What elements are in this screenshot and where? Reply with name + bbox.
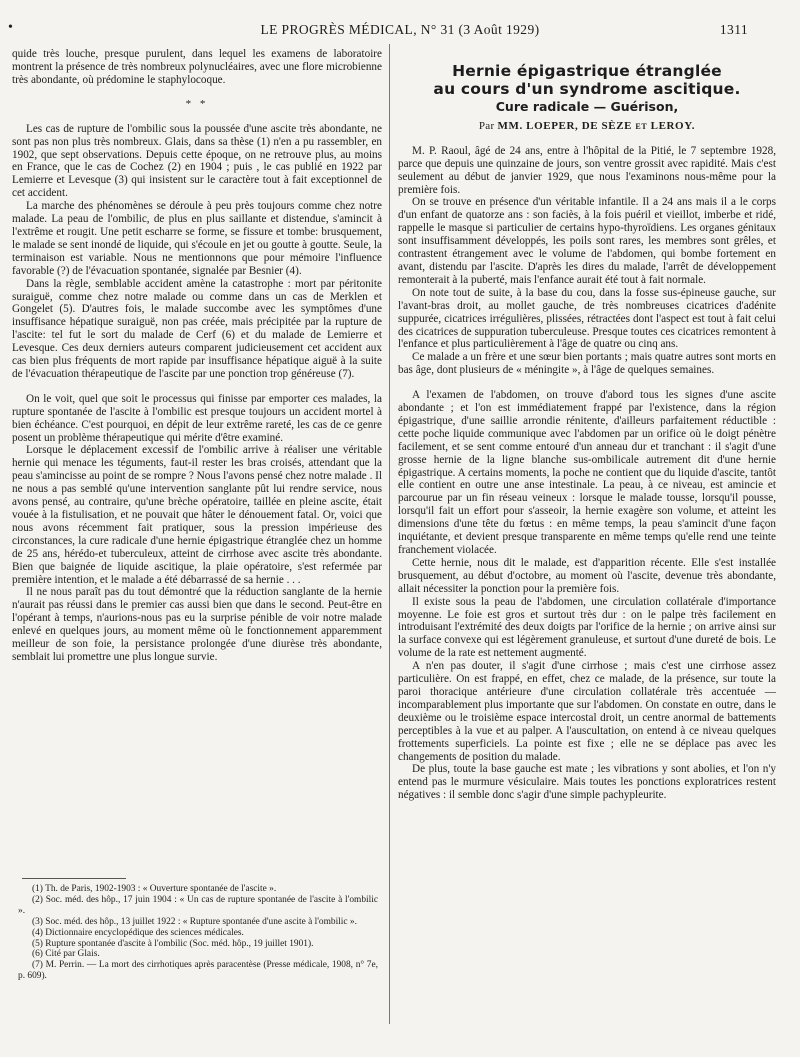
paragraph: A l'examen de l'abdomen, on trouve d'abord tous les signes d'une ascite abondante ; et l'on est immédiatement frappé par l'existence, dans la région épigastrique, d'une saillie arrondie rénitente, d'ailleurs parfaitement réductible : cette poche liquide communique avec l'abdomen par un orifice où le doigt pénètre facilement, et se sent comme entouré d'un anneau dur et tranchant : il s'agit d'une grosse hernie de la ligne blanche sus-ombilicale autrement dit d'une hernie épigastrique. A certains moments, la poche ne contient que du liquide d'ascite, tantôt elle contient en outre une anse intestinale. La peau, à ce niveau, est amincie et parcourue par un fin réseau veineux : lorsque le malade tousse, lorsqu'il pousse, lorsqu'il fait un effort pour s'asseoir, la hernie exagère son volume, et atteint les dimensions d'une tête du fœtus : en même temps, la peau s'amincit d'une façon inquiétante, et devient presque transparente en même temps qu'elle rend une teinte franchement violacée. [398, 389, 776, 556]
spacer [12, 381, 382, 393]
footnote: (7) M. Perrin. — La mort des cirrhotiques après paracentèse (Presse médicale, 1908, n° 7e, p. 609). [18, 960, 378, 982]
running-header [0, 20, 800, 42]
paragraph: quide très louche, presque purulent, dans lequel les examens de laboratoire montrent la présence de très nombreux polynucléaires, avec une flore microbienne très abondante, où prédomine le staphylocoque. [12, 48, 382, 86]
footnotes [18, 884, 378, 982]
footnote: (4) Dictionnaire encyclopédique des sciences médicales. [32, 927, 244, 938]
paragraph: M. P. Raoul, âgé de 24 ans, entre à l'hôpital de la Pitié, le 7 septembre 1928, parce que depuis une quinzaine de jours, son ventre grossit avec rapidité. Mais c'est seulement au début de janvier 1929, que nous l'examinons nous-même pour la première fois. [398, 144, 776, 196]
footnote: (6) Cité par Glais. [32, 949, 100, 960]
paragraph: Il ne nous paraît pas du tout démontré que la réduction sanglante de la hernie n'aurait pas réussi dans le premier cas aussi bien que dans le second. Peut-être en l'opérant à temps, n'aurions-nous pas eu la surprise pénible de voir notre malade enlevé en quelques jours, au moment même où le fonctionnement apparemment meilleur de son foie, la persistance prolongée d'une diurèse très abondante, semblait lui promettre une plus longue survie. [12, 586, 382, 663]
header-ornament: • [8, 20, 14, 35]
paragraph: On se trouve en présence d'un véritable infantile. Il a 24 ans mais il a le corps d'un enfant de quatorze ans : son faciès, à la fois puéril et vieillot, imberbe et ridé, rappelle le masque si particulier de certains hypo-thyroïdiens. Les organes génitaux sont insuffisamment développés, les poils sont rares, les membres sont grêles, et contrastent étrangement avec le volume de l'abdomen, qui bombe fortement en avant, distendu par l'ascite. D'après les dires du malade, l'arrêt de développement remonterait à la puberté, mais l'enfance aurait été tout à fait normale. [398, 196, 776, 286]
footnote: (3) Soc. méd. des hôp., 13 juillet 1922 : « Rupture spontanée d'une ascite à l'ombilic ». [32, 916, 357, 927]
paragraph: La marche des phénomènes se déroule à peu près toujours comme chez notre malade. La peau de l'ombilic, de plus en plus saillante et distendue, s'amincit à l'extrême et rougit. Une petit escharre se forme, se fissure et tombe: brusquement, le malade se sent inondé de liquide, qui s'écoule en jet ou goutte à goutte. Seule, la terminaison est variable. Nous ne mentionnons que pour mémoire l'influence favorable (?) de l'évacuation spontanée, signalée par Besnier (4). [12, 200, 382, 277]
paragraph: Lorsque le déplacement excessif de l'ombilic arrive à réaliser une véritable hernie qui menace les téguments, faut-il rester les bras croisés, attendant que la peau s'amincisse au point de se rompre ? Nous l'avons pensé chez notre malade . Il ne nous a pas semblé qu'une intervention sanglante pût lui rendre service, nous avons pensé, au contraire, qu'une brèche opératoire, taillée en pleine ascite, était vouée à la fistulisation, et ne pouvait que hâter le dénouement fatal. Or, voici que nous avons récemment fait pratiquer, sous la pression impérieuse des circonstances, la cure radicale d'une hernie épigastrique étranglée chez un homme de 25 ans, hérédo-et tuberculeux, atteint de cirrhose avec ascite très abondante. Bien que baignée de liquide ascitique, la plaie opératoire, s'est refermée par première intention, et le malade a été débarrassé de sa hernie . . . [12, 444, 382, 586]
article-title-line: Hernie épigastrique étranglée [452, 62, 722, 80]
paragraph: Les cas de rupture de l'ombilic sous la poussée d'une ascite très abondante, ne sont pas non plus très nombreux. Glais, dans sa thèse (1) n'en a pu rassembler, en 1902, que sept observations. Depuis cette époque, on ne retrouve plus, au moins en France, que le cas de Cochez (2) en 1904 ; puis , le cas publié en 1922 par Lemierre et Levesque (3) qui insistent sur le caractère tout à fait exceptionnel de cet accident. [12, 122, 382, 200]
article-subtitle: Cure radicale — Guérison, [495, 99, 679, 114]
authors-names: MM. LOEPER, DE SÈZE et LEROY. [497, 119, 696, 132]
footnote: (1) Th. de Paris, 1902-1903 : « Ouverture spontanée de l'ascite ». [32, 884, 277, 894]
footnote: (5) Rupture spontanée d'ascite à l'ombilic (Soc. méd. hôp., 19 juillet 1901). [32, 938, 314, 949]
left-column [12, 48, 382, 664]
footnote: (2) Soc. méd. des hôp., 17 juin 1904 : « Un cas de rupture spontanée de l'ascite à l'ombilic ». [18, 894, 378, 916]
paragraph: Cette hernie, nous dit le malade, est d'apparition récente. Elle s'est installée brusquement, au début d'octobre, au moment où l'ascite, devenue très abondante, allait nécessiter la ponction pour la première fois. [398, 556, 776, 595]
authors-prefix: Par [478, 119, 495, 132]
paragraph: On le voit, quel que soit le processus qui finisse par emporter ces malades, la rupture spontanée de l'ascite à l'ombilic est presque toujours un accident mortel à bien échéance. C'est pourquoi, en dépit de leur extrême rareté, les cas de ce genre posent un problème thérapeutique qui mérite d'être examiné. [12, 392, 382, 444]
article-authors [398, 120, 776, 133]
paragraph: On note tout de suite, à la base du cou, dans la fosse sus-épineuse gauche, sur l'avant-bras droit, au mollet gauche, de très nombreuses cicatrices d'adénite suppurée, cicatrices irrégulières, plissées, rétractées dont l'aspect est tout à fait celui des cicatrices de suppuration tuberculeuse. Presque toutes ces cicatrices remontent à l'enfance et plus particulièrement à l'âge de quatre ou cinq ans. [398, 286, 776, 351]
column-rule [389, 44, 390, 1024]
paragraph: A n'en pas douter, il s'agit d'une cirrhose ; mais c'est une cirrhose assez particulière. On est frappé, en effet, chez ce malade, de la présence, sur toute la paroi thoracique antérieure d'une circulation collatérale très accentuée — incomparablement plus importante que sur l'abdomen. On constate en outre, dans le deuxième ou le troisième espace intercostal droit, un centre anormal de battements perceptibles à la vue et au palper. A l'auscultation, on entend à ce niveau quelques frottements superficiels. La pointe est fixe ; elle ne se déplace pas avec les changements de position du malade. [398, 660, 776, 763]
right-column [398, 62, 776, 802]
paragraph: Dans la règle, semblable accident amène la catastrophe : mort par péritonite suraiguë, comme chez notre malade ou comme dans un cas de Merklen et Gongelet (5). D'autres fois, le malade succombe avec les symptômes d'une insuffisance hépatique suraiguë, non pas créée, mais précipitée par la rupture de l'ascite: tel fut le sort du malade de Cerf (6) et du malade de Lemierre et Levesque. Ces deux derniers auteurs comparent judicieusement cet accident aux cas bien plus fréquents de mort rapide par insuffisance hépatique aiguë à la suite de l'évacuation thérapeutique de l'ascite par une ponction trop généreuse (7). [12, 277, 382, 380]
spacer [398, 377, 776, 389]
section-separator: * * [185, 97, 209, 110]
running-title: LE PROGRÈS MÉDICAL, N° 31 (3 Août 1929) [260, 22, 540, 37]
article-title-line: au cours d'un syndrome ascitique. [433, 80, 741, 98]
article-title [398, 62, 776, 98]
page-number: 1311 [719, 22, 748, 37]
paragraph: De plus, toute la base gauche est mate ; les vibrations y sont abolies, et l'on n'y entend pas le murmure vésiculaire. Mais toutes les ponctions exploratrices restent négatives : il semble donc s'agir d'une simple pachypleurite. [398, 763, 776, 802]
paragraph: Ce malade a un frère et une sœur bien portants ; mais quatre autres sont morts en bas âge, dont plusieurs de « méningite », à l'âge de quelques semaines. [398, 351, 776, 377]
paragraph: Il existe sous la peau de l'abdomen, une circulation collatérale d'importance moyenne. Le foie est gros et surtout très dur : on le palpe très facilement en introduisant l'extrémité des deux doigts par l'orifice de la hernie ; on arrive ainsi sur la surface convexe qui est légèrement granuleuse, et surtout d'une dureté de bois. Le volume de la rate est nettement augmenté. [398, 595, 776, 660]
footnote-rule [22, 878, 126, 879]
